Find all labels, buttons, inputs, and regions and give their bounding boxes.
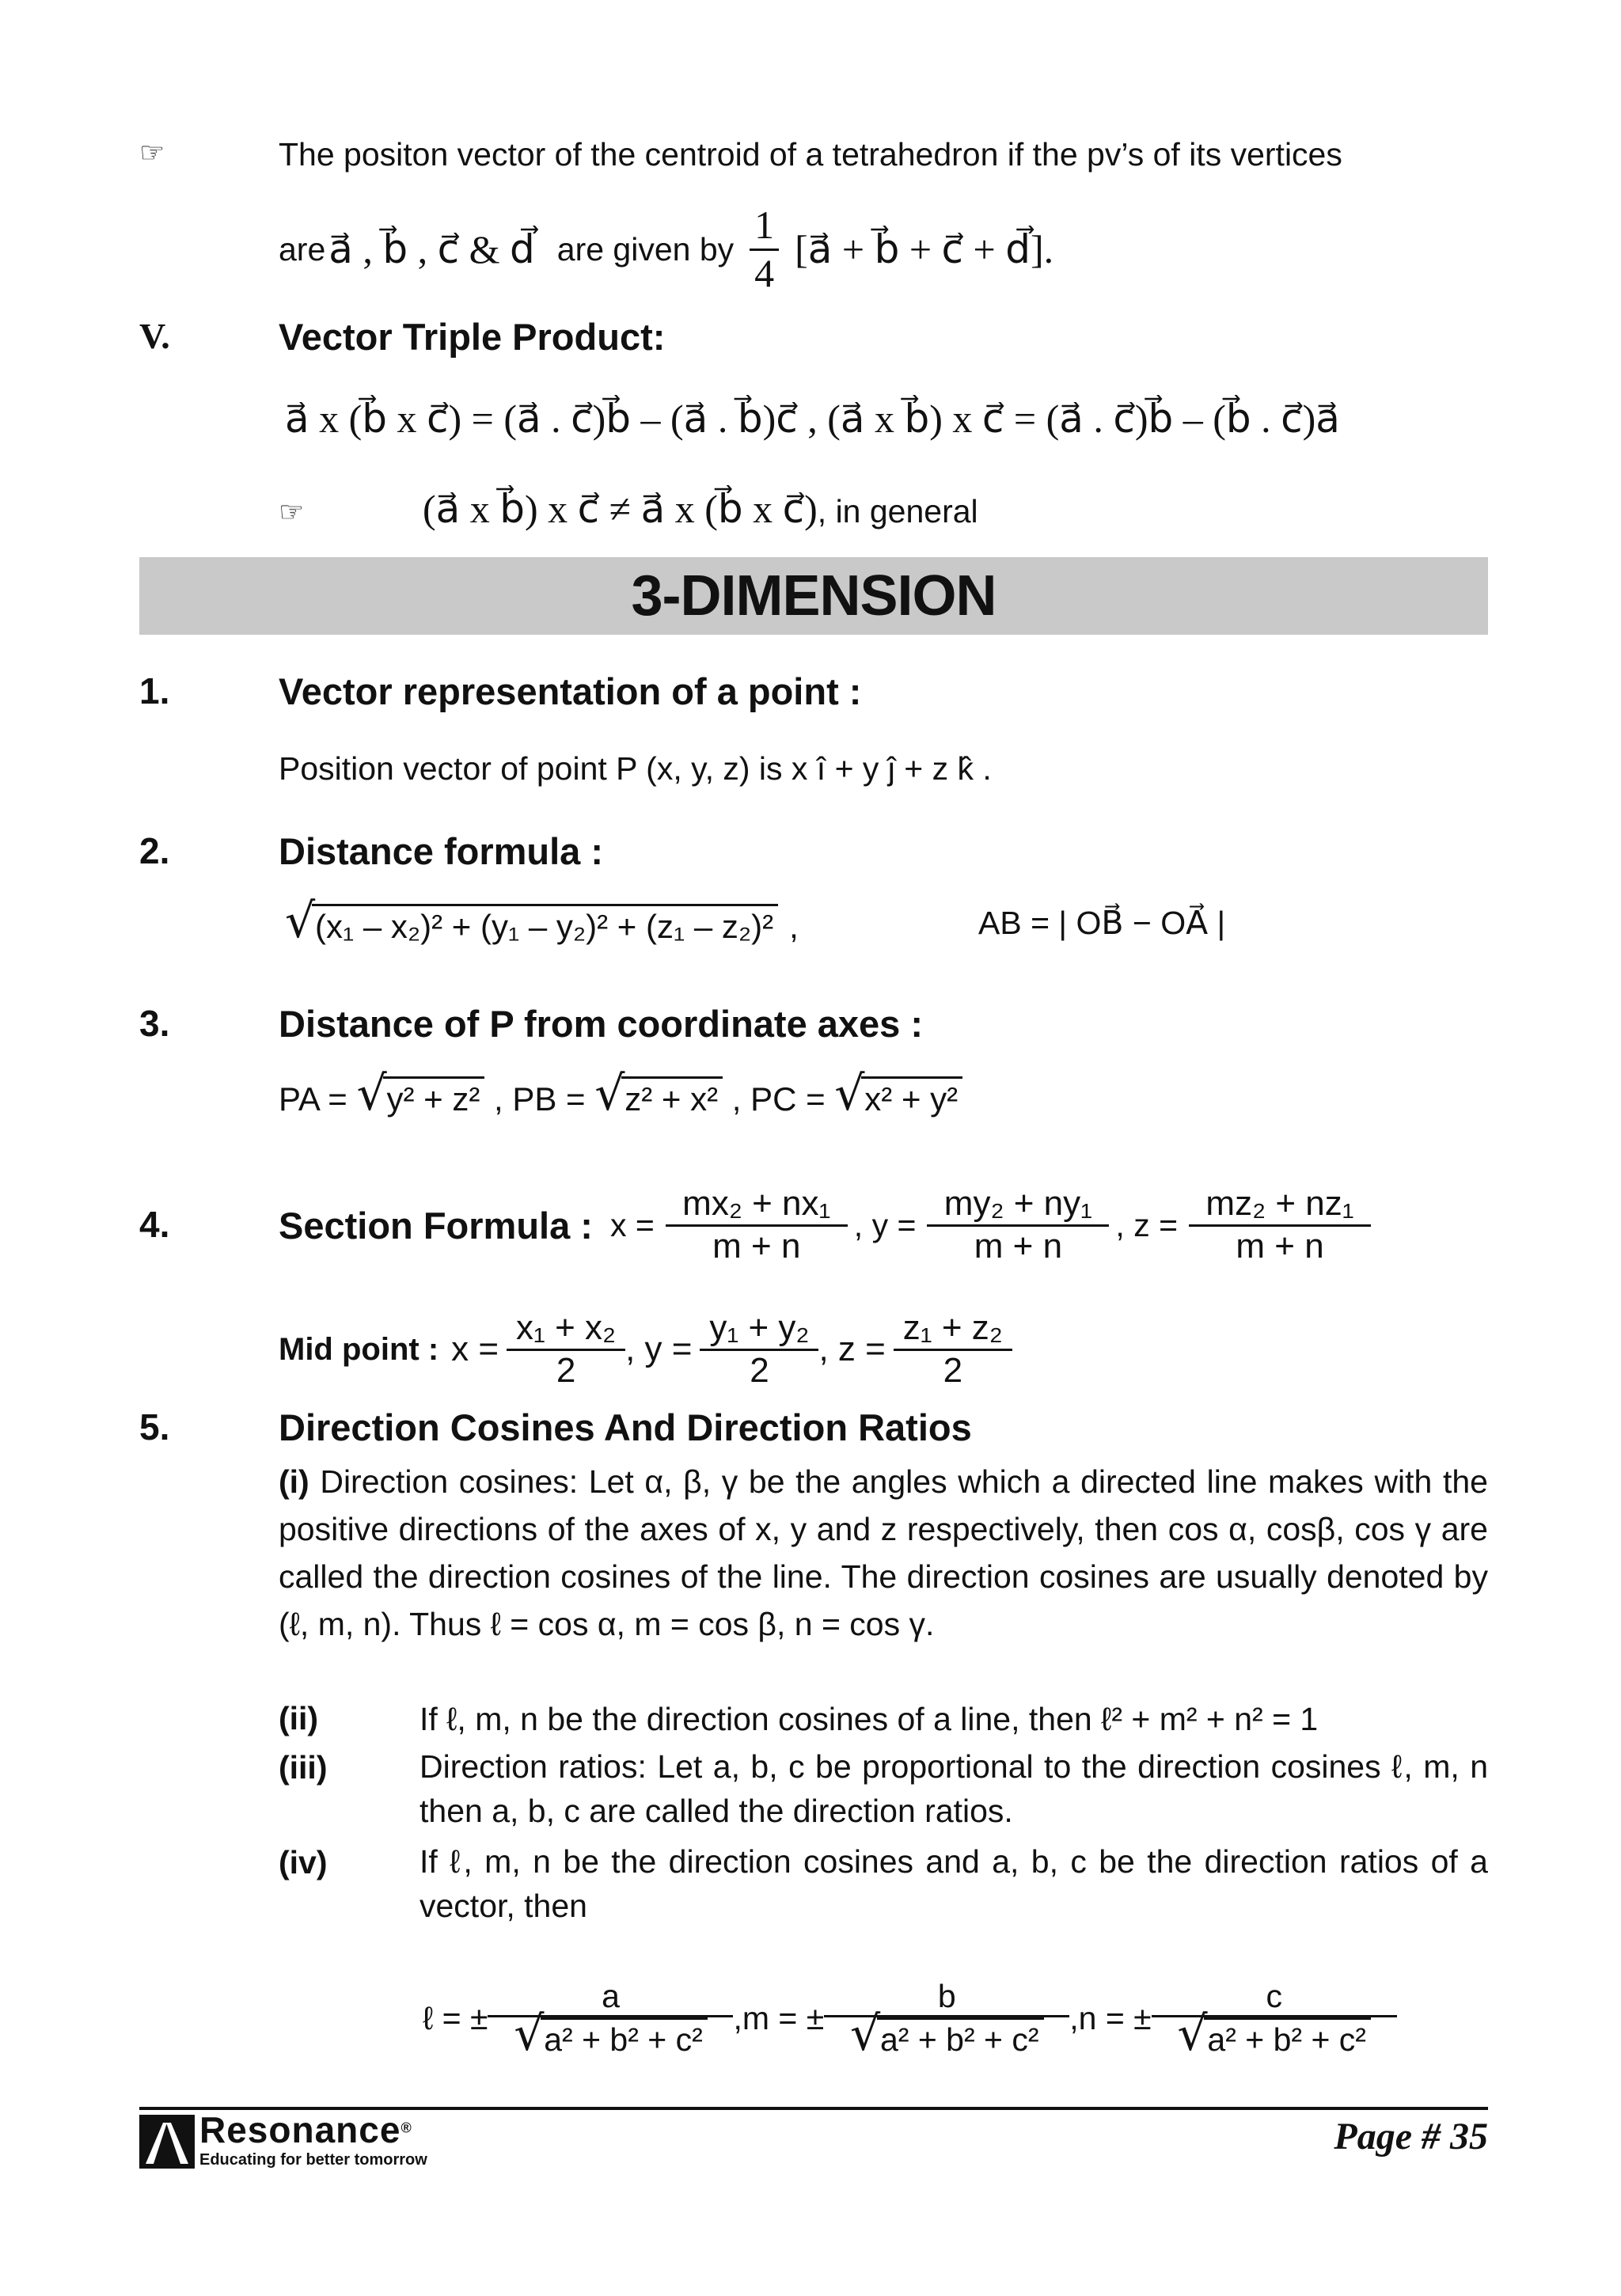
section-heading: Section Formula : — [279, 1204, 593, 1247]
resonance-logo-icon — [139, 2115, 195, 2169]
axes-distance-formula: PA = √ y² + z² , PB = √ z² + x² , PC = √ x² + y² — [279, 1076, 962, 1118]
one-quarter-fraction: $\frac{1}{4}$ — [750, 203, 779, 296]
centroid-text: The positon vector of the centroid of a tetrahedron if the pv’s of its vertices — [279, 136, 1342, 173]
position-vector-text: Position vector of point P (x, y, z) is x î + y ĵ + z k̂ . — [279, 750, 992, 787]
section-number: 1. — [139, 670, 170, 712]
section-formula-row: Section Formula : x = $\frac{\text{mx₂ + nx₁}}{m + n}$ , y = $\frac{\text{my₂ + ny₁}}{m + n}$ , z = $\frac{\text{mz₂ + nz₁}}{m + n}$ — [279, 1170, 1371, 1281]
item-label: (iv) — [279, 1844, 328, 1880]
non-associative-note: (a⃗ x b⃗) x c⃗ ≠ a⃗ x (b⃗ x c⃗), in general — [423, 487, 978, 531]
item-iv-text: If ℓ, m, n be the direction cosines and a, b, c be the direction ratios of a vector, then — [419, 1843, 1488, 1924]
section-heading: Distance formula : — [279, 830, 604, 872]
brand-tagline: Educating for better tomorrow — [199, 2151, 427, 2169]
direction-cosines-paragraph: (i) Direction cosines: Let α, β, γ be the angles which a directed line makes with the positive directions of the axes of x, y and z respectively, then cos α, cosβ, cos γ are called the direction cosines of the line. The direction cosines are usually denoted by (ℓ, m, n). Thus ℓ = cos α, m = cos β, n = cos γ. — [279, 1463, 1488, 1642]
direction-cosine-formula: ℓ = ± a √ a² + b² + c² ,m = ± b √ a² + b² + c² ,n = ± c √ a² + b² + c² — [423, 1955, 1397, 2082]
roman-numeral-v: V. — [139, 316, 170, 356]
vector-triple-product-heading: Vector Triple Product: — [279, 316, 666, 358]
ab-vector-formula: AB = | OB⃗ − OA⃗ | — [978, 905, 1226, 941]
vector-triple-product-formula: a⃗ x (b⃗ x c⃗) = (a⃗ . c⃗)b⃗ – (a⃗ . b⃗)c⃗ , (a⃗ x b⃗) x c⃗ = (a⃗ . c⃗)b⃗ – (b⃗ . c⃗)a⃗ — [285, 397, 1340, 441]
section-number: 2. — [139, 830, 170, 871]
chapter-title: 3-DIMENSION — [631, 564, 997, 628]
midpoint-row: Mid point : x = $\frac{\text{x₁ + x₂}}{2}$ , y = $\frac{\text{y₁ + y₂}}{2}$ , z = $\frac{\text{z₁ + z₂}}{2}$ — [279, 1298, 1012, 1401]
item-label: (iii) — [279, 1749, 328, 1786]
item-iii-text: Direction ratios: Let a, b, c be proportional to the direction cosines ℓ, m, n then a, b, c are called the direction ratios. — [419, 1748, 1488, 1829]
distance-formula: √ (x₁ – x₂)² + (y₁ – y₂)² + (z₁ – z₂)² , — [285, 904, 799, 946]
resonance-logo — [139, 2115, 195, 2169]
brand-name: Resonance® — [199, 2109, 412, 2150]
section-number: 3. — [139, 1003, 170, 1044]
item-ii-text: If ℓ, m, n be the direction cosines of a line, then ℓ² + m² + n² = 1 — [419, 1701, 1319, 1737]
section-heading: Direction Cosines And Direction Ratios — [279, 1406, 972, 1448]
page-number: Page # 35 — [1334, 2116, 1488, 2157]
section-heading: Distance of P from coordinate axes : — [279, 1003, 924, 1045]
section-number: 4. — [139, 1204, 170, 1245]
section-number: 5. — [139, 1406, 170, 1448]
item-label: (ii) — [279, 1700, 319, 1736]
chapter-banner — [139, 557, 1488, 635]
section-heading: Vector representation of a point : — [279, 670, 862, 712]
centroid-formula: are a⃗ , b⃗ , c⃗ & d⃗ are given by $\frac{1}{4}$ [a⃗ + b⃗ + c⃗ + d⃗]. — [279, 203, 1054, 295]
pointing-hand-icon: ☞ — [139, 136, 165, 169]
pointing-hand-icon: ☞ — [279, 495, 305, 528]
